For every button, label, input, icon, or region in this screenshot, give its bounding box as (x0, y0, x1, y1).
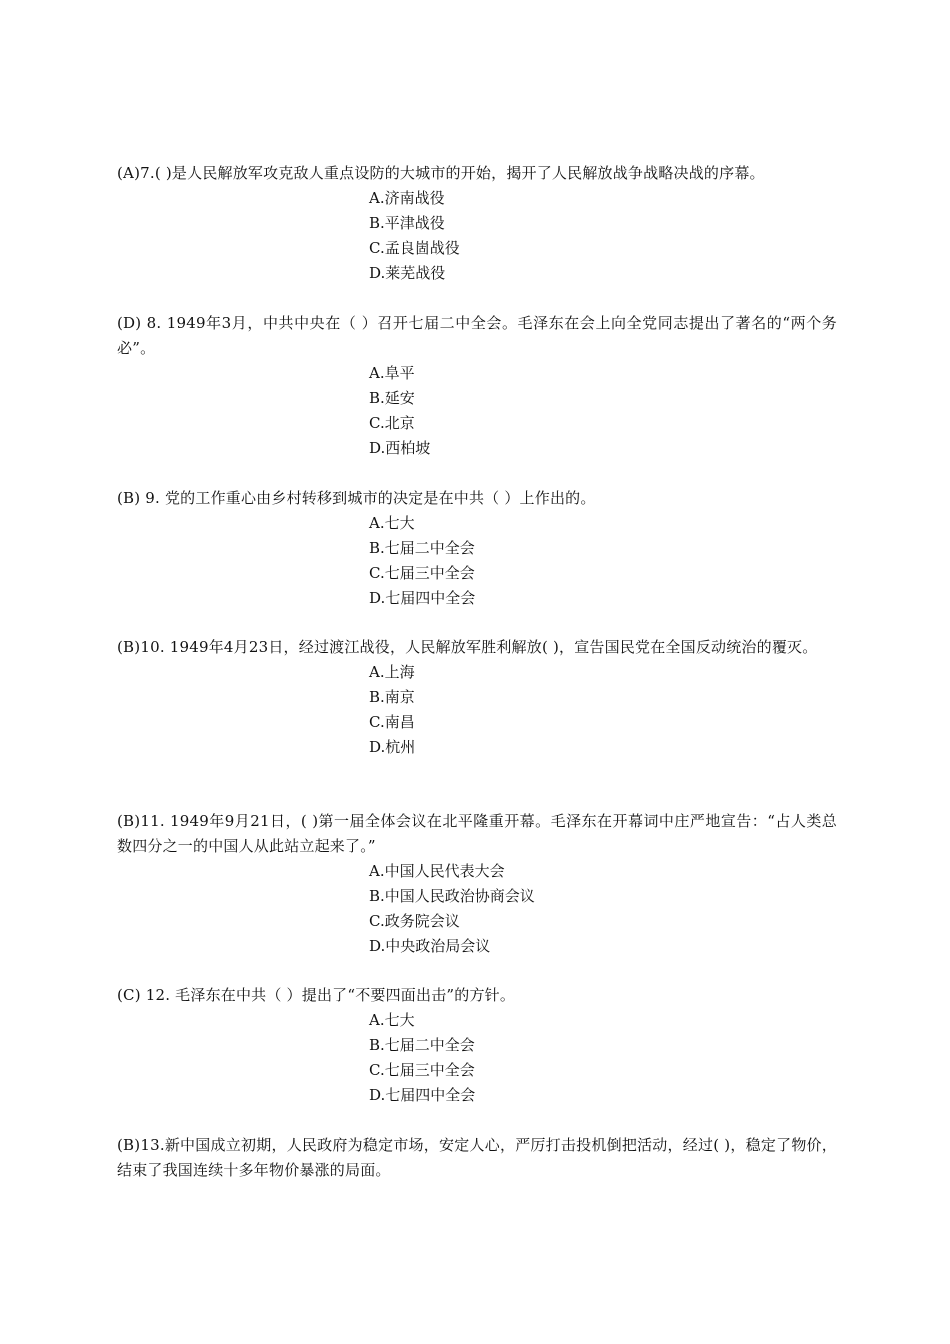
option-b: B.七届二中全会 (369, 539, 475, 557)
option-list (369, 361, 837, 461)
option-b: B.中国人民政治协商会议 (369, 887, 535, 905)
option-a: A.七大 (369, 514, 415, 532)
option-b: B.延安 (369, 389, 415, 407)
option-list (369, 1008, 837, 1108)
question-stem: (B)10. 1949年4月23日，经过渡江战役，人民解放军胜利解放( )，宣告国民党在全国反动统治的覆灭。 (117, 638, 818, 656)
option-a: A.上海 (369, 663, 415, 681)
option-c: C.北京 (369, 414, 415, 432)
option-c: C.政务院会议 (369, 912, 460, 930)
option-list (369, 859, 837, 959)
question-12 (117, 983, 837, 1108)
question-stem: (B) 9. 党的工作重心由乡村转移到城市的决定是在中共（ ）上作出的。 (117, 489, 596, 507)
option-b: B.平津战役 (369, 214, 445, 232)
option-a: A.七大 (369, 1011, 415, 1029)
option-d: D.莱芜战役 (369, 264, 446, 282)
question-stem: (A)7.( )是人民解放军攻克敌人重点设防的大城市的开始，揭开了人民解放战争战略决战的序幕。 (117, 164, 765, 182)
option-list (369, 660, 837, 760)
question-11 (117, 809, 837, 959)
option-c: C.孟良崮战役 (369, 239, 460, 257)
question-stem: (D) 8. 1949年3月，中共中央在（ ）召开七届二中全会。毛泽东在会上向全党同志提出了著名的“两个务必”。 (117, 314, 837, 357)
question-stem: (B)13.新中国成立初期，人民政府为稳定市场，安定人心，严厉打击投机倒把活动，经过( )，稳定了物价，结束了我国连续十多年物价暴涨的局面。 (117, 1136, 837, 1179)
option-d: D.七届四中全会 (369, 1086, 476, 1104)
option-b: B.七届二中全会 (369, 1036, 475, 1054)
option-list (369, 511, 837, 611)
question-8 (117, 311, 837, 461)
option-c: C.南昌 (369, 713, 415, 731)
option-a: A.阜平 (369, 364, 415, 382)
question-stem: (B)11. 1949年9月21日，( )第一届全体会议在北平隆重开幕。毛泽东在开幕词中庄严地宣告：“占人类总数四分之一的中国人从此站立起来了。” (117, 812, 837, 855)
question-9 (117, 486, 837, 611)
option-a: A.中国人民代表大会 (369, 862, 505, 880)
option-c: C.七届三中全会 (369, 564, 475, 582)
question-13 (117, 1133, 837, 1183)
option-d: D.中央政治局会议 (369, 937, 491, 955)
question-7 (117, 161, 837, 286)
option-d: D.杭州 (369, 738, 416, 756)
option-b: B.南京 (369, 688, 415, 706)
option-d: D.西柏坡 (369, 439, 431, 457)
option-a: A.济南战役 (369, 189, 445, 207)
question-10 (117, 635, 837, 760)
option-c: C.七届三中全会 (369, 1061, 475, 1079)
question-stem: (C) 12. 毛泽东在中共（ ）提出了“不要四面出击”的方针。 (117, 986, 516, 1004)
option-d: D.七届四中全会 (369, 589, 476, 607)
option-list (369, 186, 837, 286)
